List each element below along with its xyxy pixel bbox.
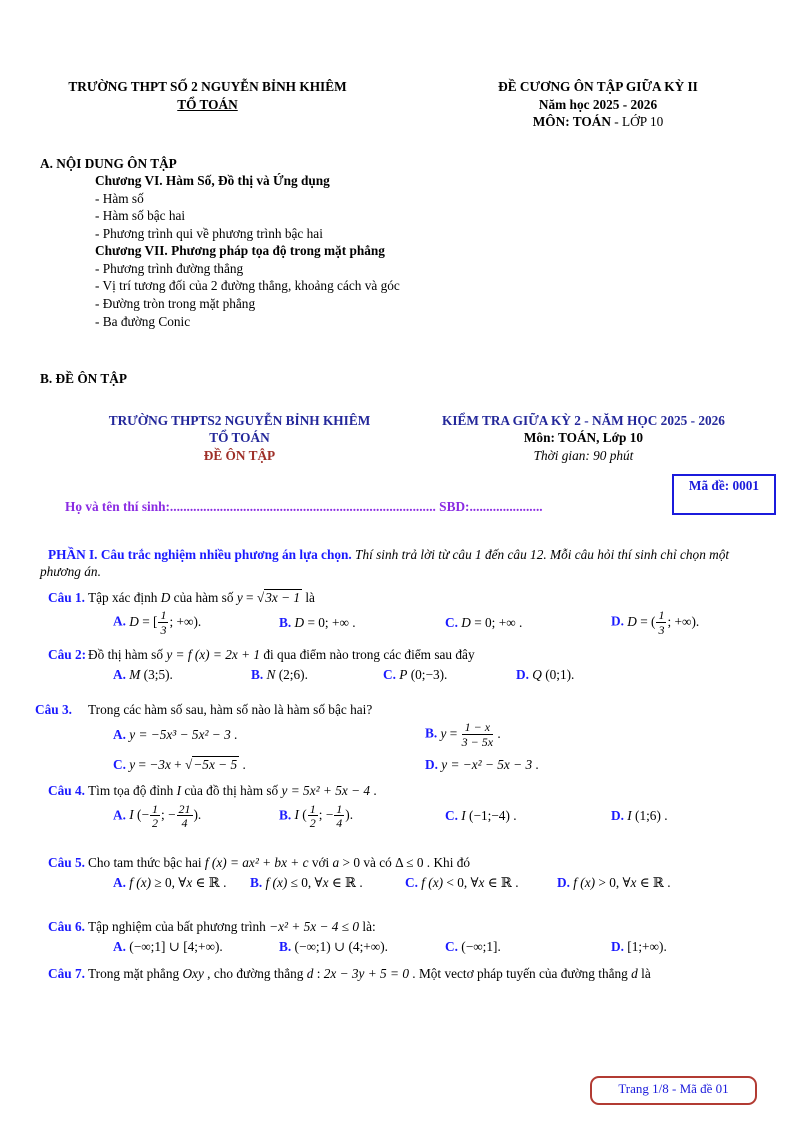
exam-school-name: TRƯỜNG THPTS2 NGUYỄN BỈNH KHIÊM	[108, 412, 371, 428]
option-text: I (−1;−4) .	[461, 808, 517, 824]
option-key: D.	[611, 939, 624, 955]
option-key: A.	[113, 807, 126, 823]
subject-bold: MÔN: TOÁN	[532, 114, 611, 130]
question-label: Câu 2:	[48, 646, 87, 662]
option-D	[611, 807, 764, 825]
topic-item: - Hàm số bậc hai	[95, 208, 186, 224]
school-year: Năm học 2025 - 2026	[538, 96, 658, 112]
option-C	[445, 807, 611, 825]
option-key: C.	[445, 808, 458, 824]
option-B	[279, 614, 445, 632]
document-header	[0, 0, 794, 131]
option-text: D = 0; +∞ .	[461, 615, 523, 631]
option-text: (−∞;1].	[461, 939, 501, 955]
topic-item: - Hàm số	[95, 190, 144, 206]
option-key: B.	[250, 875, 263, 891]
option-key: C.	[445, 939, 458, 955]
question	[48, 782, 764, 830]
option-key: B.	[279, 807, 292, 823]
option-B	[425, 721, 764, 748]
question	[48, 589, 764, 637]
option-text: I (1;6) .	[627, 808, 668, 824]
option-B	[279, 803, 445, 830]
exam-department: TỔ TOÁN	[209, 430, 270, 446]
question-row	[48, 589, 764, 607]
option-text: f (x) ≤ 0, ∀x ∈ ℝ .	[265, 875, 363, 891]
option-key: D.	[557, 875, 570, 891]
option-B	[279, 938, 445, 956]
question-statement: Tìm tọa độ đỉnh I của đồ thị hàm số y = 5x² + 5x − 4 .	[88, 783, 377, 799]
question	[48, 965, 764, 983]
option-A	[113, 938, 279, 956]
exam-title: KIỂM TRA GIỮA KỲ 2 - NĂM HỌC 2025 - 2026	[442, 412, 725, 428]
option-text: D = 0; +∞ .	[294, 615, 356, 631]
option-key: D.	[611, 808, 624, 824]
option-key: D.	[516, 667, 529, 683]
topic-item: - Vị trí tương đối của 2 đường thẳng, khoảng cách và góc	[95, 278, 400, 294]
option-C	[445, 938, 611, 956]
exam-subject: Môn: TOÁN, Lớp 10	[523, 430, 644, 446]
chapter-heading: Chương VII. Phương pháp tọa độ trong mặt phẳng	[95, 243, 385, 259]
option-text: I ( $\frac{1}{2}$ ; − $\frac{1}{4}$ ).	[294, 801, 354, 831]
school-block	[40, 78, 375, 131]
question-options	[113, 721, 764, 773]
questions-list	[35, 589, 764, 983]
question-options	[113, 666, 764, 684]
question-statement: Tập xác định D của hàm số y = √3x − 1 là	[88, 589, 315, 605]
part1-intro	[40, 546, 754, 581]
option-text: f (x) ≥ 0, ∀x ∈ ℝ .	[129, 875, 227, 891]
section-a-heading: A. NỘI DUNG ÔN TẬP	[40, 155, 177, 171]
question-label: Câu 1.	[48, 589, 85, 605]
question-label: Câu 5.	[48, 854, 85, 870]
option-key: B.	[279, 615, 292, 631]
question-options	[113, 874, 764, 892]
school-name: TRƯỜNG THPT SỐ 2 NGUYỄN BỈNH KHIÊM	[68, 79, 347, 94]
option-D	[557, 874, 764, 892]
question-statement: Trong mặt phẳng Oxy , cho đường thẳng d : 2x − 3y + 5 = 0 . Một vectơ pháp tuyến của đường thẳng d là	[88, 965, 651, 981]
option-text: D = ( $\frac{1}{3}$ ; +∞).	[627, 608, 700, 638]
option-text: M (3;5).	[129, 667, 173, 683]
subject-line	[448, 113, 748, 131]
option-C	[405, 874, 557, 892]
option-text: [1;+∞).	[627, 939, 667, 955]
chapter-heading: Chương VI. Hàm Số, Đồ thị và Ứng dụng	[95, 173, 330, 189]
option-key: D.	[425, 756, 438, 772]
option-C	[383, 666, 516, 684]
question-options	[113, 803, 764, 830]
option-D	[516, 666, 764, 684]
option-text: y = −3x + √−5x − 5 .	[129, 756, 246, 772]
exam-title-block	[419, 412, 748, 465]
option-key: A.	[113, 614, 126, 630]
option-key: B.	[251, 667, 264, 683]
option-key: A.	[113, 727, 126, 743]
option-text: P (0;−3).	[399, 667, 448, 683]
option-text: N (2;6).	[266, 667, 308, 683]
question-row	[48, 965, 764, 983]
option-text: f (x) < 0, ∀x ∈ ℝ .	[421, 875, 519, 891]
question-label: Câu 6.	[48, 918, 85, 934]
option-key: B.	[425, 725, 438, 741]
option-key: D.	[611, 614, 624, 630]
option-key: A.	[113, 875, 126, 891]
title-block	[448, 78, 748, 131]
topic-item: - Phương trình qui về phương trình bậc hai	[95, 225, 323, 241]
option-text: D = [ $\frac{1}{3}$ ; +∞).	[129, 608, 202, 638]
exam-duration: Thời gian: 90 phút	[533, 447, 634, 463]
option-D	[425, 756, 764, 774]
exam-label: ĐỀ ÔN TẬP	[203, 447, 276, 463]
question	[48, 918, 764, 956]
option-text: (−∞;1) ∪ (4;+∞).	[294, 939, 388, 955]
option-B	[250, 874, 405, 892]
option-key: A.	[113, 939, 126, 955]
exam-header	[0, 388, 794, 465]
topic-item: - Đường tròn trong mặt phẳng	[95, 296, 256, 312]
question	[48, 646, 764, 684]
question-statement: Tập nghiệm của bất phương trình −x² + 5x − 4 ≤ 0 là:	[88, 918, 376, 934]
review-title: ĐỀ CƯƠNG ÔN TẬP GIỮA KỲ II	[498, 79, 698, 94]
question-options	[113, 609, 764, 636]
section-b-heading: B. ĐỀ ÔN TẬP	[40, 371, 127, 387]
question-row	[35, 701, 764, 719]
page-number-box: Trang 1/8 - Mã đề 01	[590, 1076, 757, 1105]
option-C	[445, 614, 611, 632]
question-label: Câu 7.	[48, 965, 85, 981]
question	[35, 701, 764, 773]
subject-rest: - LỚP 10	[610, 114, 664, 130]
option-A	[113, 874, 250, 892]
question-statement: Cho tam thức bậc hai f (x) = ax² + bx + c với a > 0 và có Δ ≤ 0 . Khi đó	[88, 854, 471, 870]
option-key: A.	[113, 667, 126, 683]
option-B	[251, 666, 383, 684]
option-D	[611, 609, 764, 636]
department-name: TỔ TOÁN	[177, 96, 238, 112]
student-name-line: Họ và tên thí sinh:................................................................................ SBD:......................	[65, 499, 543, 515]
question	[48, 854, 764, 892]
option-text: f (x) > 0, ∀x ∈ ℝ .	[573, 875, 671, 891]
option-text: I (− $\frac{1}{2}$ ; − $\frac{21}{4}$ ).	[129, 801, 202, 831]
option-text: y = −x² − 5x − 3 .	[441, 756, 539, 772]
section-a-list	[95, 172, 794, 330]
question-statement: Đồ thị hàm số y = f (x) = 2x + 1 đi qua điểm nào trong các điểm sau đây	[88, 646, 475, 662]
option-key: C.	[383, 667, 396, 683]
part1-heading: PHẦN I. Câu trắc nghiệm nhiều phương án lựa chọn.	[48, 546, 352, 562]
question-row	[48, 782, 764, 800]
question-statement: Trong các hàm số sau, hàm số nào là hàm số bậc hai?	[88, 701, 373, 717]
section-a	[40, 155, 794, 330]
question-label: Câu 4.	[48, 783, 85, 799]
option-A	[113, 726, 425, 744]
option-A	[113, 666, 251, 684]
question-options	[113, 938, 764, 956]
option-A	[113, 609, 279, 636]
exam-school-block	[60, 412, 419, 465]
option-key: C.	[113, 756, 126, 772]
option-key: C.	[445, 615, 458, 631]
option-text: y = $\frac{1 - x}{3 - 5x}$ .	[440, 720, 501, 749]
option-text: Q (0;1).	[532, 667, 575, 683]
part1-instructions: Thí sinh trả lời từ câu 1 đến câu 12. Mỗi câu hỏi thí sinh chỉ chọn một phương án.	[40, 546, 730, 580]
topic-item: - Ba đường Conic	[95, 313, 191, 329]
question-row	[48, 854, 764, 872]
option-A	[113, 803, 279, 830]
option-text: y = −5x³ − 5x² − 3 .	[129, 727, 238, 743]
option-C	[113, 756, 425, 774]
option-D	[611, 938, 764, 956]
question-label: Câu 3.	[35, 701, 72, 717]
topic-item: - Phương trình đường thẳng	[95, 260, 244, 276]
exam-code-box: Mã đề: 0001	[672, 474, 776, 515]
option-key: C.	[405, 875, 418, 891]
option-text: (−∞;1] ∪ [4;+∞).	[129, 939, 223, 955]
option-key: B.	[279, 939, 292, 955]
question-row	[48, 918, 764, 936]
question-row	[48, 646, 764, 664]
